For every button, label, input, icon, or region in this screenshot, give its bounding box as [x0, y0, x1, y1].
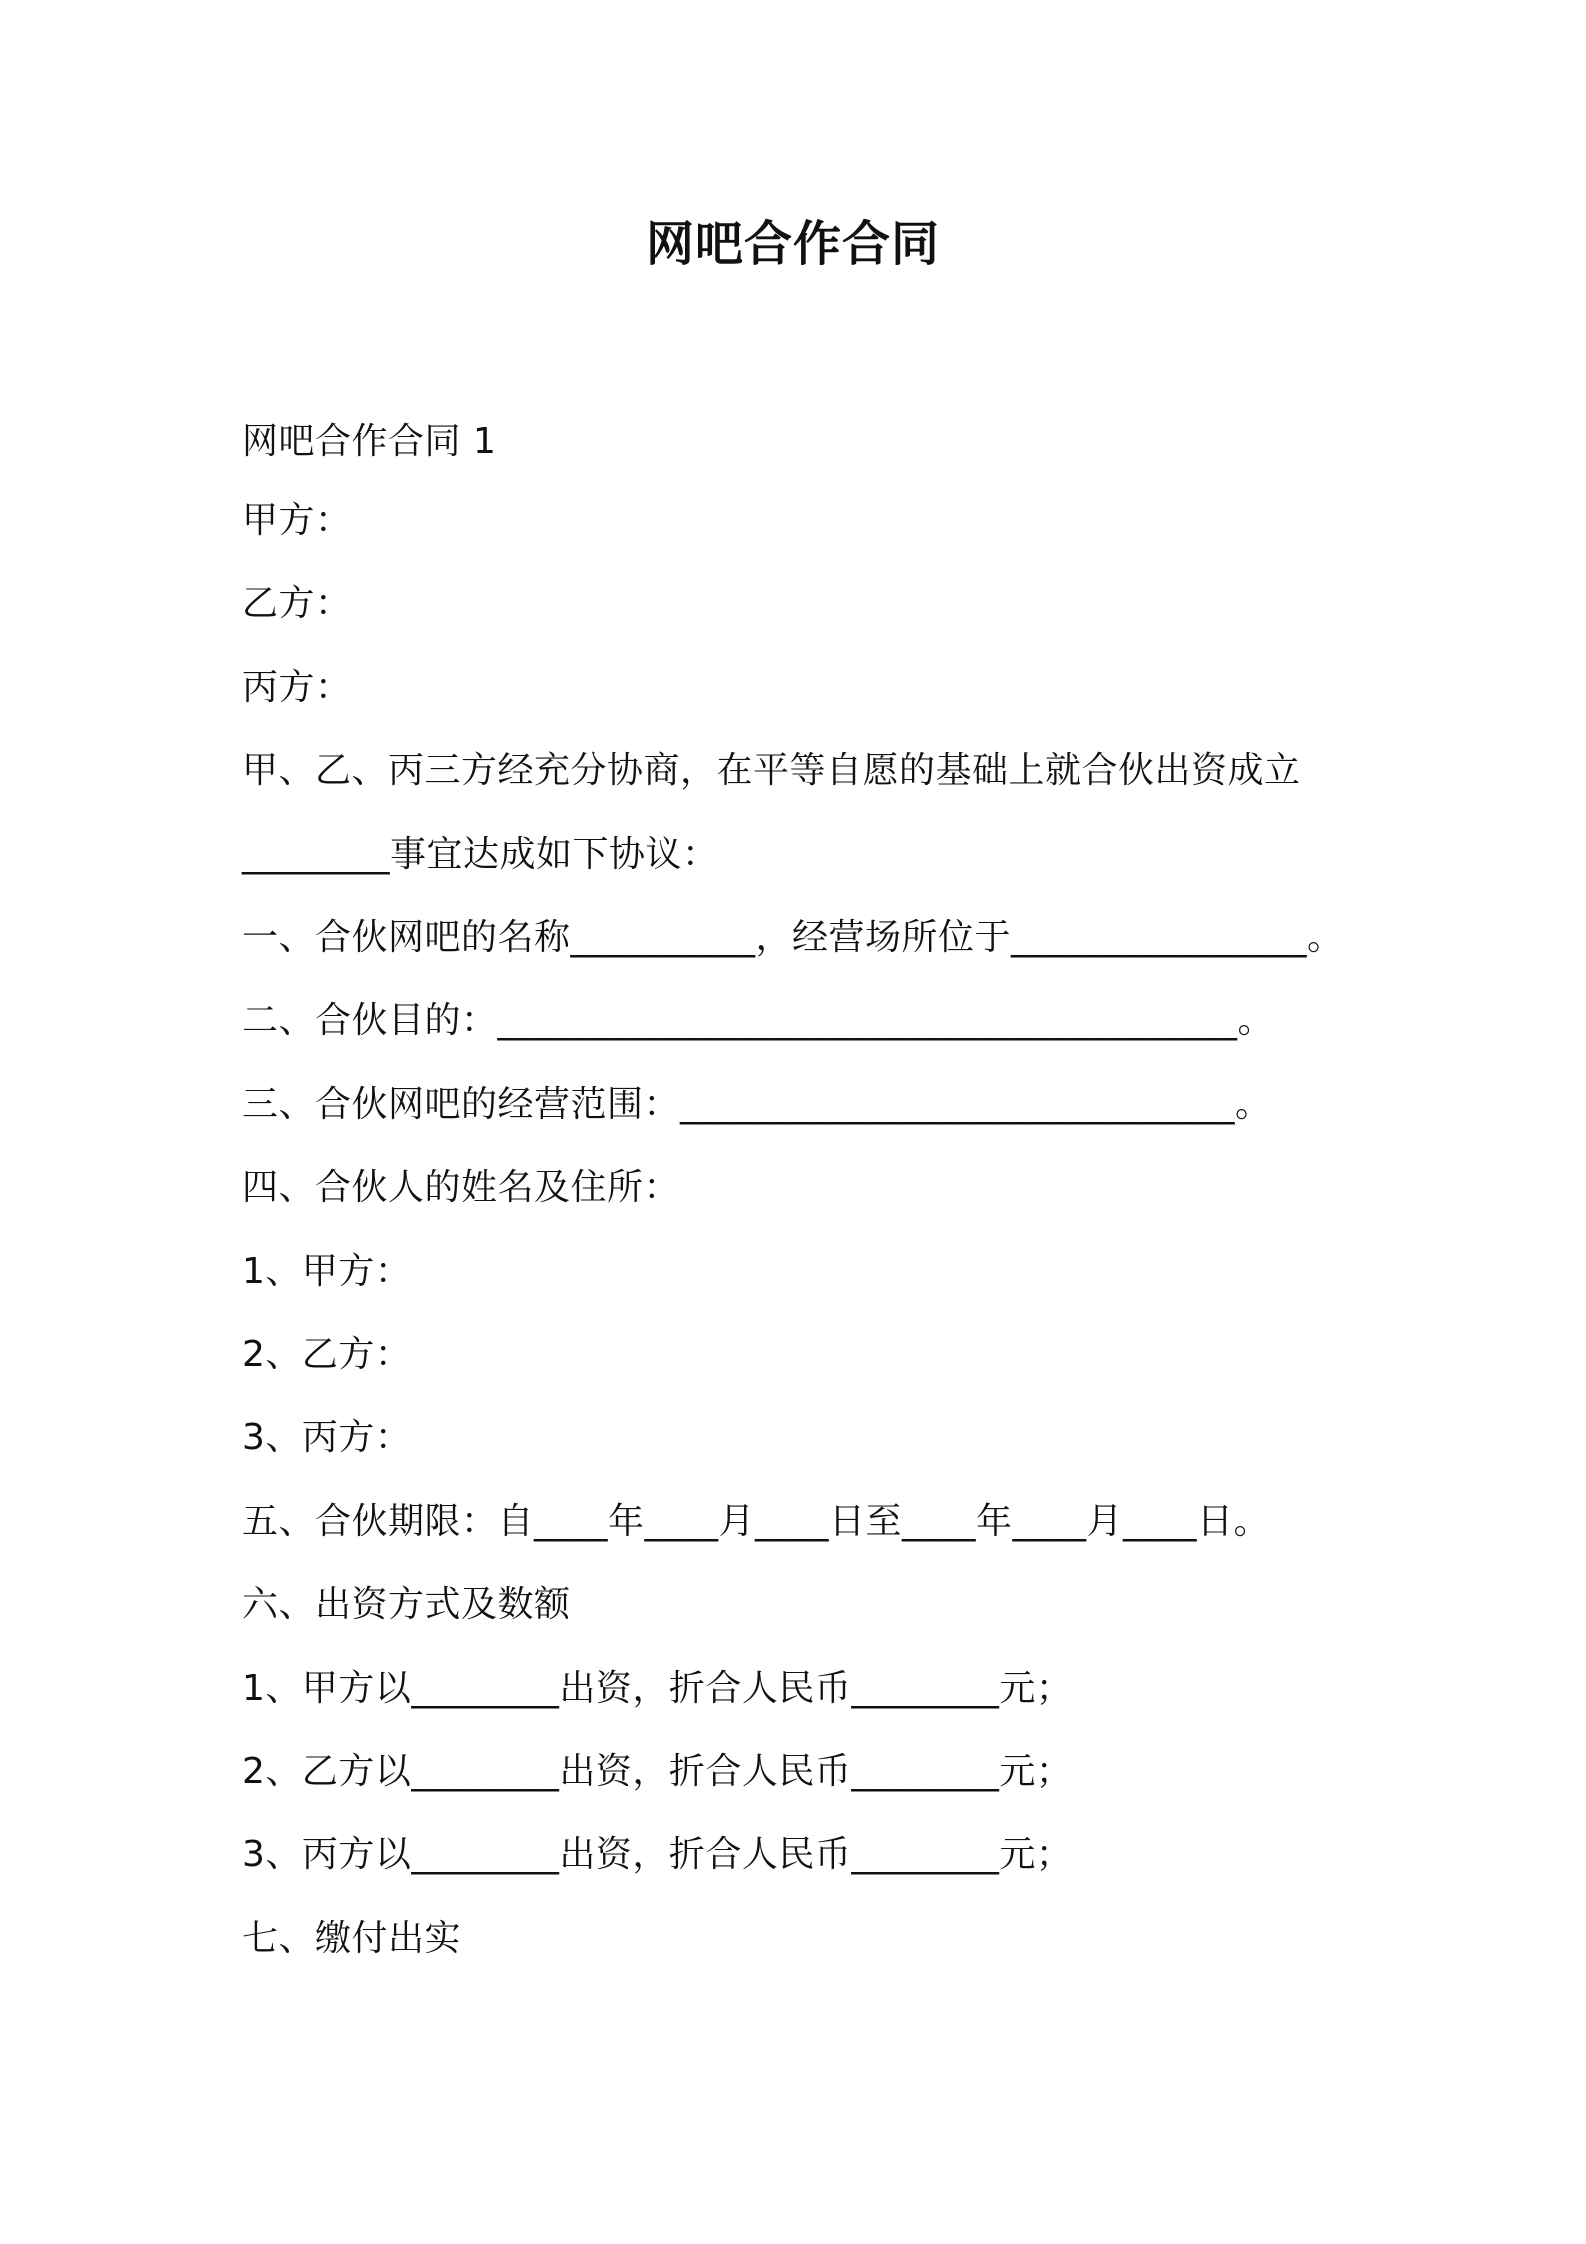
clause-1: 一、合伙网吧的名称__________，经营场所位于________________。	[242, 917, 1344, 958]
clause-6-item-3: 3、丙方以________出资，折合人民币________元；	[242, 1834, 1073, 1875]
clause-6: 六、出资方式及数额	[242, 1584, 571, 1625]
party-c-label: 丙方：	[242, 667, 352, 708]
clause-4-item-1: 1、甲方：	[242, 1251, 412, 1292]
clause-5: 五、合伙期限：自____年____月____日至____年____月____日。	[242, 1501, 1271, 1542]
section-heading: 网吧合作合同 1	[242, 421, 497, 462]
preamble-line-2: ________事宜达成如下协议：	[242, 834, 719, 875]
clause-4-item-2: 2、乙方：	[242, 1334, 412, 1375]
clause-6-item-2: 2、乙方以________出资，折合人民币________元；	[242, 1751, 1073, 1792]
preamble-line-1: 甲、乙、丙三方经充分协商，在平等自愿的基础上就合伙出资成立	[242, 750, 1301, 791]
document-title: 网吧合作合同	[645, 216, 940, 272]
party-b-label: 乙方：	[242, 583, 352, 624]
clause-6-item-1: 1、甲方以________出资，折合人民币________元；	[242, 1668, 1073, 1709]
clause-4-item-3: 3、丙方：	[242, 1417, 412, 1458]
clause-3: 三、合伙网吧的经营范围：______________________________。	[242, 1084, 1272, 1125]
party-a-label: 甲方：	[242, 500, 352, 541]
clause-7: 七、缴付出实	[242, 1918, 462, 1959]
clause-4: 四、合伙人的姓名及住所：	[242, 1167, 681, 1208]
clause-2: 二、合伙目的：________________________________________。	[242, 1000, 1275, 1041]
